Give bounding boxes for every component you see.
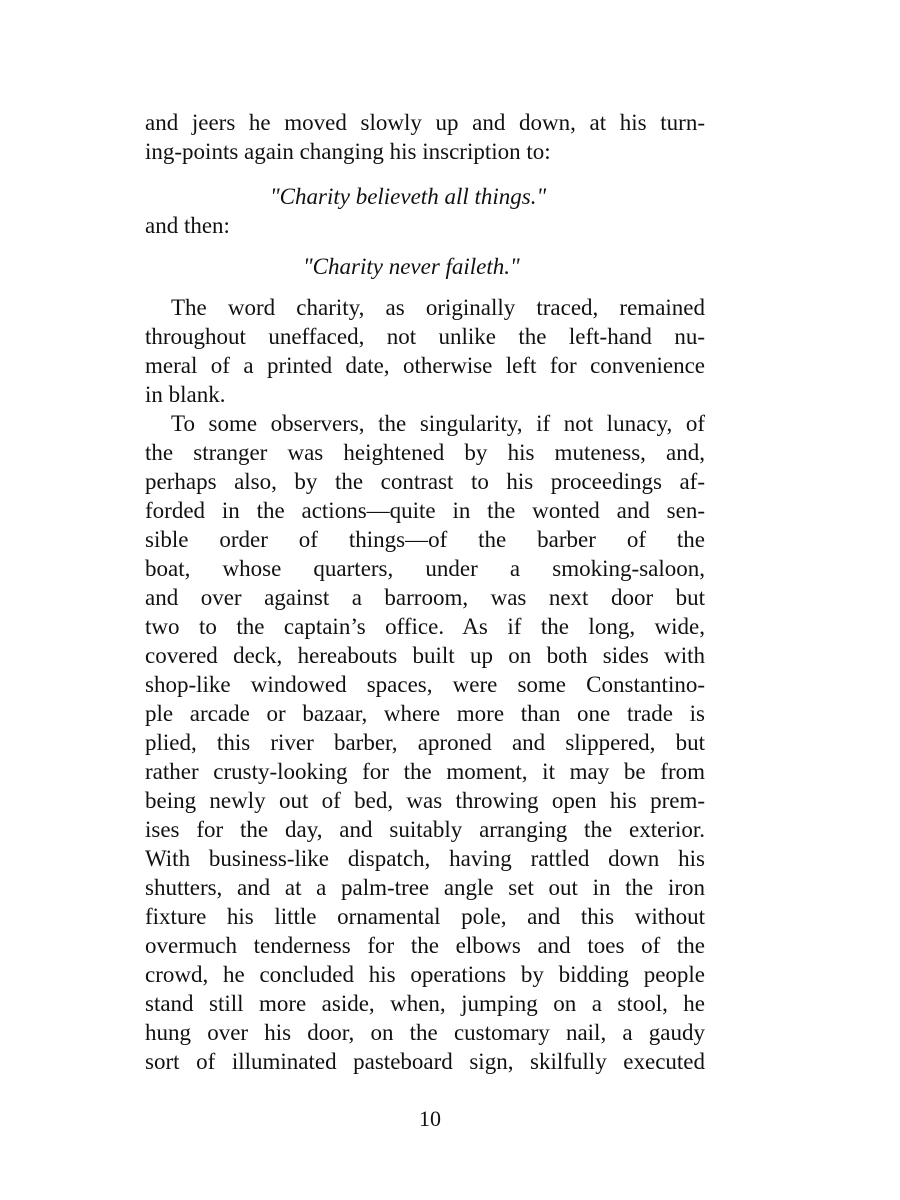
paragraph-line: meral of a printed date, otherwise left for convenience — [145, 353, 705, 378]
paragraph-line: The word charity, as originally traced, remained — [171, 295, 705, 320]
quote-line: "Charity believeth all things." — [270, 184, 547, 209]
paragraph-line: stand still more aside, when, jumping on a stool, he — [145, 991, 705, 1016]
paragraph-line: being newly out of bed, was throwing open his prem- — [145, 788, 705, 813]
paragraph-line: in blank. — [145, 382, 226, 407]
paragraph-line: sible order of things—of the barber of the — [145, 527, 705, 552]
paragraph-line: shop-like windowed spaces, were some Constantino- — [145, 672, 705, 697]
paragraph-line: rather crusty-looking for the moment, it may be from — [145, 759, 705, 784]
paragraph-line: shutters, and at a palm-tree angle set out in the iron — [145, 875, 705, 900]
paragraph-line: ple arcade or bazaar, where more than one trade is — [145, 701, 705, 726]
paragraph-line: forded in the actions—quite in the wonted and sen- — [145, 498, 705, 523]
text-line: ing-points again changing his inscription to: — [145, 139, 551, 164]
paragraph-line: fixture his little ornamental pole, and this without — [145, 904, 705, 929]
paragraph-line: plied, this river barber, aproned and slippered, but — [145, 730, 705, 755]
paragraph-line: and over against a barroom, was next door but — [145, 585, 705, 610]
paragraph-line: perhaps also, by the contrast to his proceedings af- — [145, 469, 705, 494]
paragraph-line: overmuch tenderness for the elbows and toes of the — [145, 933, 705, 958]
paragraph-line: ises for the day, and suitably arranging the exterior. — [145, 817, 705, 842]
paragraph-line: boat, whose quarters, under a smoking-saloon, — [145, 556, 705, 581]
page-number: 10 — [419, 1106, 441, 1131]
paragraph-line: covered deck, hereabouts built up on both sides with — [145, 643, 705, 668]
paragraph-line: crowd, he concluded his operations by bidding people — [145, 962, 705, 987]
paragraph-line: sort of illuminated pasteboard sign, skilfully executed — [145, 1049, 705, 1074]
text-line: and jeers he moved slowly up and down, at his turn- — [145, 110, 705, 135]
paragraph-line: two to the captain’s office. As if the long, wide, — [145, 614, 705, 639]
quote-line: "Charity never faileth." — [303, 254, 520, 279]
paragraph-line: hung over his door, on the customary nail, a gaudy — [145, 1020, 705, 1045]
page-text — [145, 108, 705, 1076]
paragraph-line: the stranger was heightened by his muteness, and, — [145, 440, 705, 465]
text-line: and then: — [145, 213, 230, 238]
paragraph-line: To some observers, the singularity, if not lunacy, of — [171, 411, 705, 436]
paragraph-line: throughout uneffaced, not unlike the left-hand nu- — [145, 324, 705, 349]
paragraph-line: With business-like dispatch, having rattled down his — [145, 846, 705, 871]
